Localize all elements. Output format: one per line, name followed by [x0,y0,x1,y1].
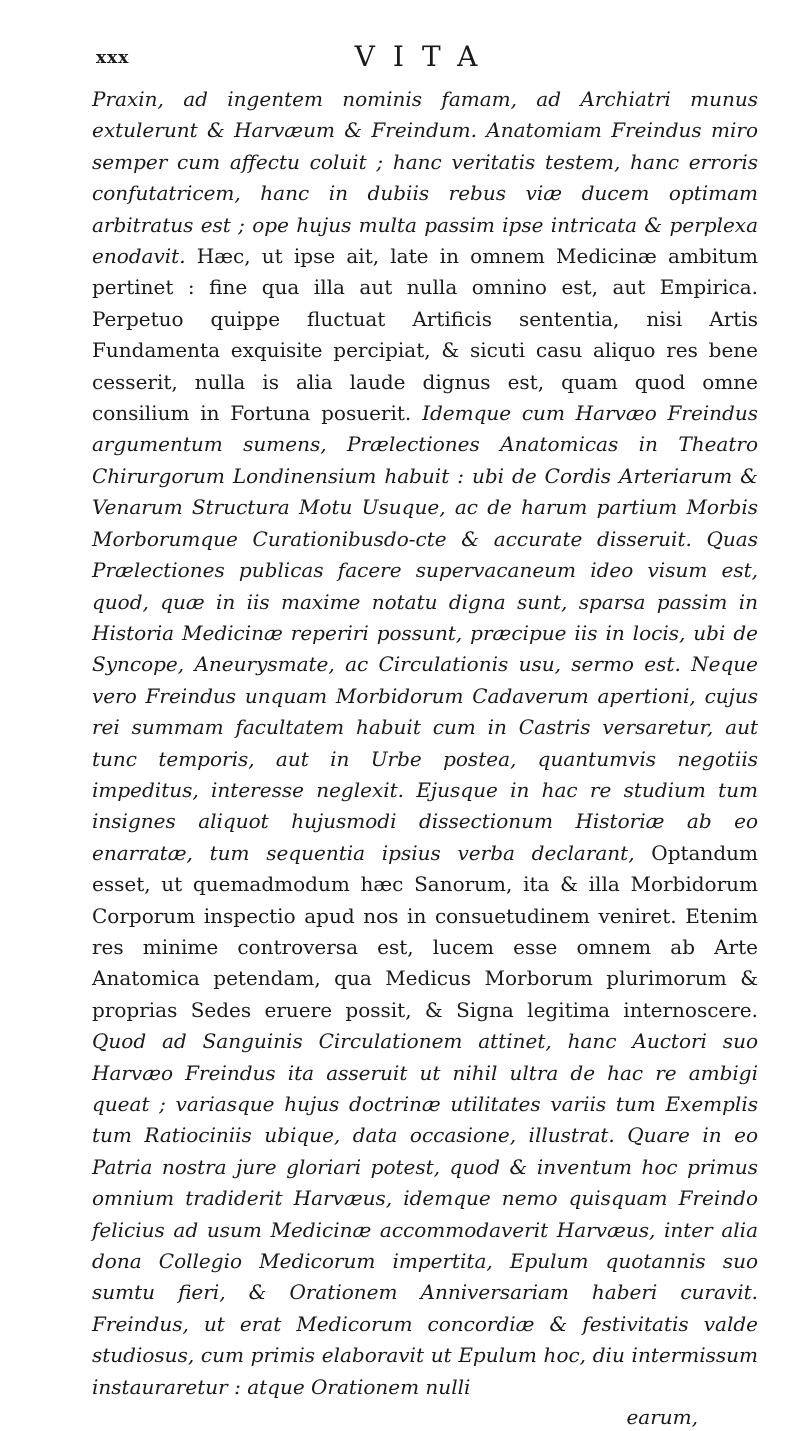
catchword: earum, [626,1405,698,1430]
text-run: , ad ingentem nominis famam, ad Archiatri munus extulerunt & Harvæum & Freindum. Anatomiam Freindus miro semper cum affectu coluit ; hanc veritatis testem, hanc erroris confutatricem, hanc in dubiis rebus viæ ducem optimam arbitratus est ; ope hujus multa passim ipse intricata & perplexa enodavit. [92,87,758,269]
text-run: Quod ad Sanguinis Circulationem attinet, hanc Auctori suo Harvæo Freindus ita asseruit ut nihil ultra de hac re ambigi queat ; variasque hujus doctrinæ utilitates variis tum Exemplis tum Ratiociniis ubique, data occasione, illustrat. Quare in eo Patria nostra jure gloriari potest, quod & inventum hoc primus omnium tradiderit Harvæus, idemque nemo quisquam Freindo felicius ad usum Medicinæ accommodaverit Harvæus, inter alia dona Collegio Medicorum impertita, Epulum quotannis suo sumtu fieri, & Orationem Anniversariam haberi curavit. Freindus, ut erat Medicorum concordiæ & festivitatis valde studiosus, cum primis elaboravit ut Epulum hoc, diu intermissum instauraretur : atque Orationem nulli [92,1029,758,1399]
text-run: Idemque cum Harvæo Freindus argumentum sumens, Prælectiones Anatomicas in Theatro Chirurgorum Londinensium habuit : ubi de Cordis Arteriarum & Venarum Structura Motu Usuque, ac de harum partium Morbis Morborumque Curationibusdo-cte & accurate disseruit. Quas Prælectiones publicas facere supervacaneum ideo visum est, quod, quæ in iis maxime notatu digna sunt, sparsa passim in Historia Medicinæ reperiri possunt, præcipue iis in locis, ubi de Syncope, Aneurysmate, ac Circulationis usu, sermo est. Neque vero Freindus unquam Morbidorum Cadaverum apertioni, cujus rei summam facultatem habuit cum in Castris versaretur, aut tunc temporis, aut in Urbe postea, quantumvis negotiis impeditus, interesse neglexit. Ejusque in hac re studium tum insignes aliquot hujusmodi dissectionum Historiæ ab eo enarratæ, tum sequentia ipsius verba declarant, [92,401,759,865]
page-number: xxx [96,48,130,68]
running-head [92,38,758,84]
body-paragraph [92,84,758,1403]
text-run: Praxin [92,87,158,111]
running-title: VITA [354,40,496,73]
text-run: Optandum esset, ut quemadmodum hæc Sanorum, ita & illa Morbidorum Corporum inspectio apud nos in consuetudinem veniret. Etenim res minime controversa est, lucem esse omnem ab Arte Anatomica petendam, qua Medicus Morborum plurimorum & proprias Sedes eruere possit, & Signa legitima internoscere. [92,840,758,1022]
text-run: Hæc, ut ipse ait, late in omnem Medicinæ ambitum pertinet : fine qua illa aut nulla omnino est, aut Empirica. Perpetuo quippe fluctuat Artificis sententia, nisi Artis Fundamenta exquisite percipiat, & sicuti casu aliquo res bene cesserit, nulla is alia laude dignus est, quam quod omne consilium in Fortuna posuerit. [92,244,758,426]
